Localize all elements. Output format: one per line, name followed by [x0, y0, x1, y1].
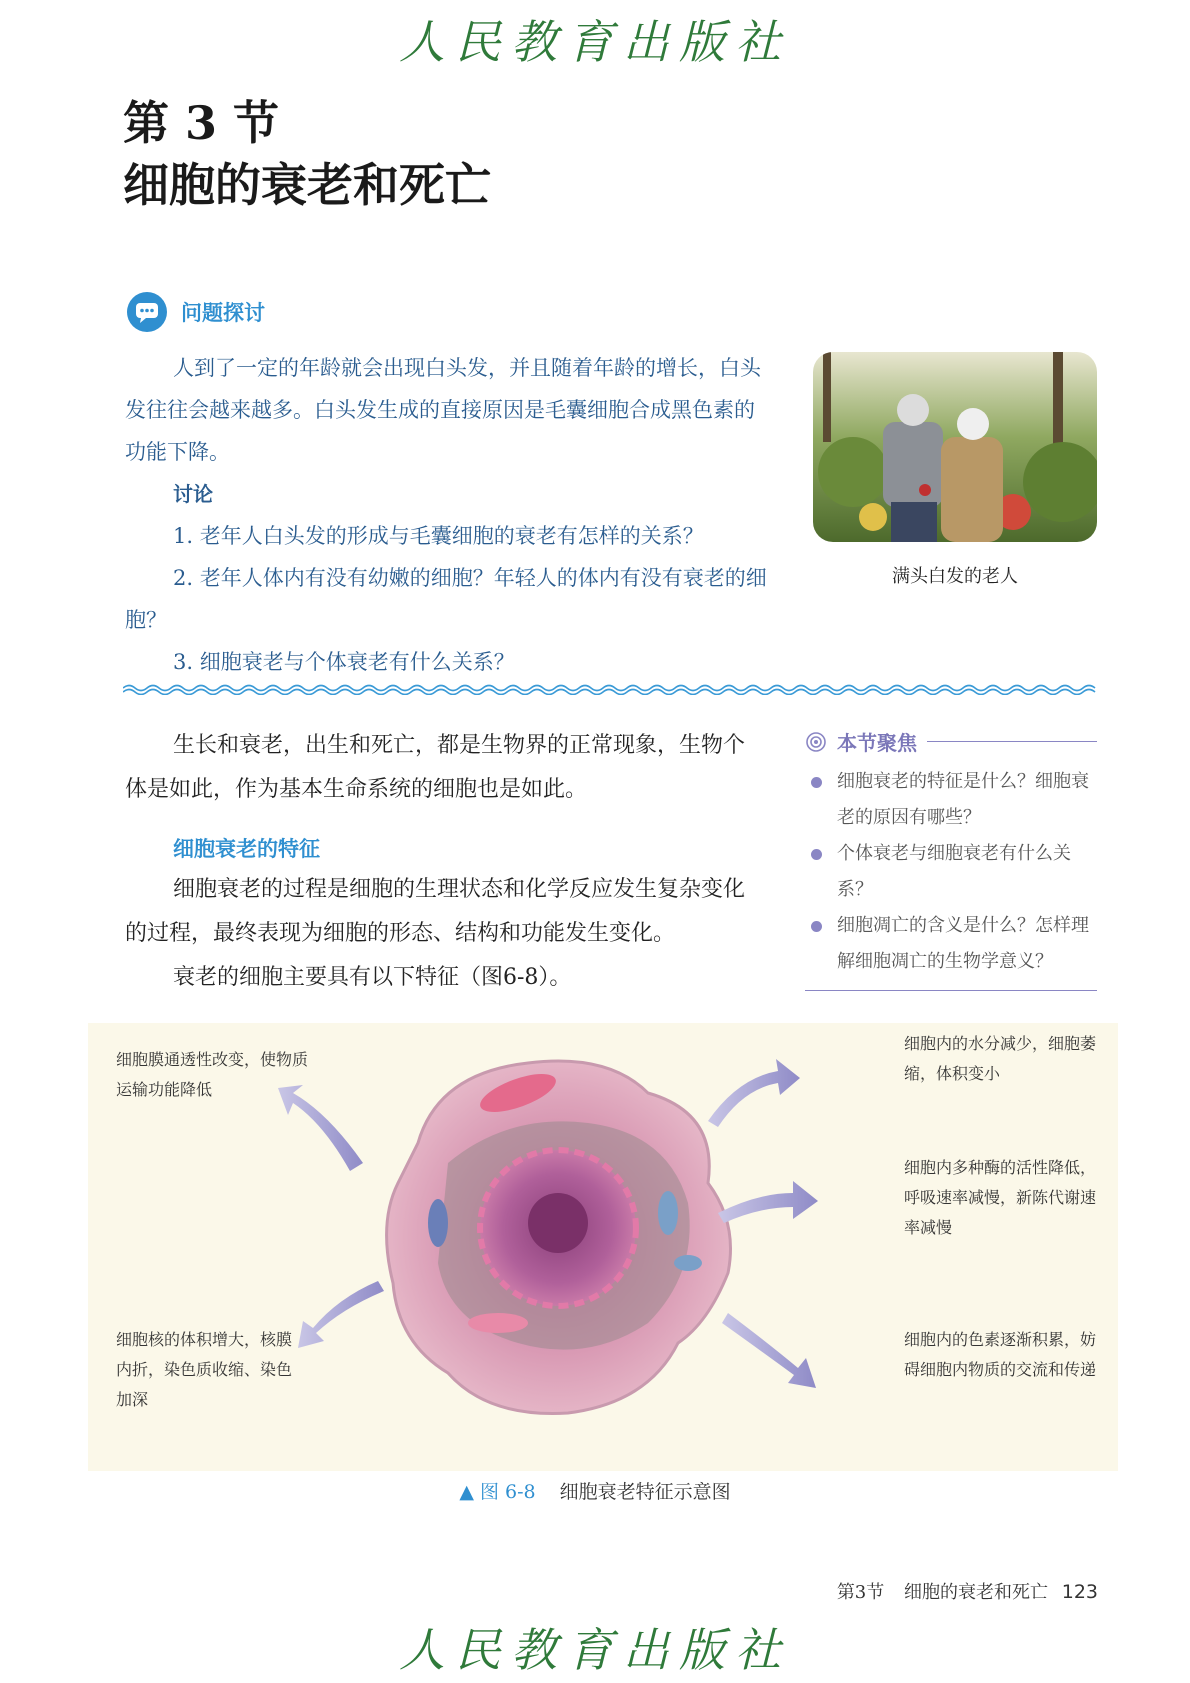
label-water: 细胞内的水分减少，细胞萎缩，体积变小: [904, 1034, 1097, 1083]
chat-bubble-icon: [127, 292, 167, 332]
focus-box: [805, 727, 1097, 991]
footer-title: 细胞的衰老和死亡: [904, 1582, 1048, 1603]
wave-divider: [123, 681, 1099, 695]
focus-item: 细胞凋亡的含义是什么？怎样理解细胞凋亡的生物学意义？: [805, 908, 1097, 980]
figure-panel: [88, 1023, 1118, 1471]
label-nucleus: 细胞核的体积增大，核膜内折，染色质收缩、染色加深: [116, 1330, 293, 1409]
section-title: 细胞的衰老和死亡: [123, 158, 491, 212]
target-icon: [805, 731, 827, 753]
publisher-logo-bottom: 人民教育出版社: [399, 1623, 791, 1677]
subheading: 细胞衰老的特征: [173, 837, 320, 861]
question-header: [127, 292, 265, 332]
paragraph: 衰老的细胞主要具有以下特征（图6-8）。: [173, 965, 572, 990]
discussion-item: 2. 老年人体内有没有幼嫩的细胞？年轻人的体内有没有衰老的细胞？: [125, 566, 767, 632]
elderly-couple-photo: [813, 352, 1097, 542]
label-membrane: 细胞膜通透性改变，使物质运输功能降低: [116, 1050, 309, 1099]
figure-number: 图 6-8: [479, 1481, 536, 1503]
page-footer: [837, 1578, 1098, 1604]
section-number: 第 3 节: [123, 96, 280, 150]
discussion-block: [125, 473, 775, 683]
focus-item: 个体衰老与细胞衰老有什么关系？: [805, 836, 1097, 908]
paragraph: 细胞衰老的过程是细胞的生理状态和化学反应发生复杂变化的过程，最终表现为细胞的形态、结构和功能发生变化。: [125, 877, 746, 946]
question-heading: 问题探讨: [181, 301, 265, 325]
discussion-item: 3. 细胞衰老与个体衰老有什么关系？: [173, 650, 515, 674]
focus-title: 本节聚焦: [837, 731, 917, 755]
triangle-icon: ▲: [459, 1481, 474, 1503]
discussion-label: 讨论: [173, 482, 213, 506]
publisher-logo-top: 人民教育出版社: [399, 15, 791, 69]
footer-section: 第3节: [836, 1582, 885, 1603]
main-paragraphs: [125, 868, 750, 1000]
discussion-item: 1. 老年人白头发的形成与毛囊细胞的衰老有怎样的关系？: [173, 524, 704, 548]
question-intro: 人到了一定的年龄就会出现白头发，并且随着年龄的增长，白头发往往会越来越多。白头发生成的直接原因是毛囊细胞合成黑色素的功能下降。: [125, 356, 761, 464]
focus-bottom-rule: [805, 990, 1097, 991]
label-enzyme: 细胞内多种酶的活性降低，呼吸速率减慢，新陈代谢速率减慢: [904, 1158, 1097, 1237]
label-pigment: 细胞内的色素逐渐积累，妨碍细胞内物质的交流和传递: [904, 1330, 1097, 1379]
main-intro: 生长和衰老，出生和死亡，都是生物界的正常现象，生物个体是如此，作为基本生命系统的细胞也是如此。: [125, 733, 746, 802]
section-heading: [123, 92, 491, 216]
page-number: 123: [1061, 1581, 1098, 1603]
focus-header: [805, 727, 1097, 756]
photo-caption: 满头白发的老人: [892, 566, 1018, 587]
figure-caption: [0, 1477, 1190, 1504]
figure-caption-text: 细胞衰老特征示意图: [559, 1481, 731, 1503]
focus-rule: [927, 741, 1097, 742]
focus-item: 细胞衰老的特征是什么？细胞衰老的原因有哪些？: [805, 764, 1097, 836]
